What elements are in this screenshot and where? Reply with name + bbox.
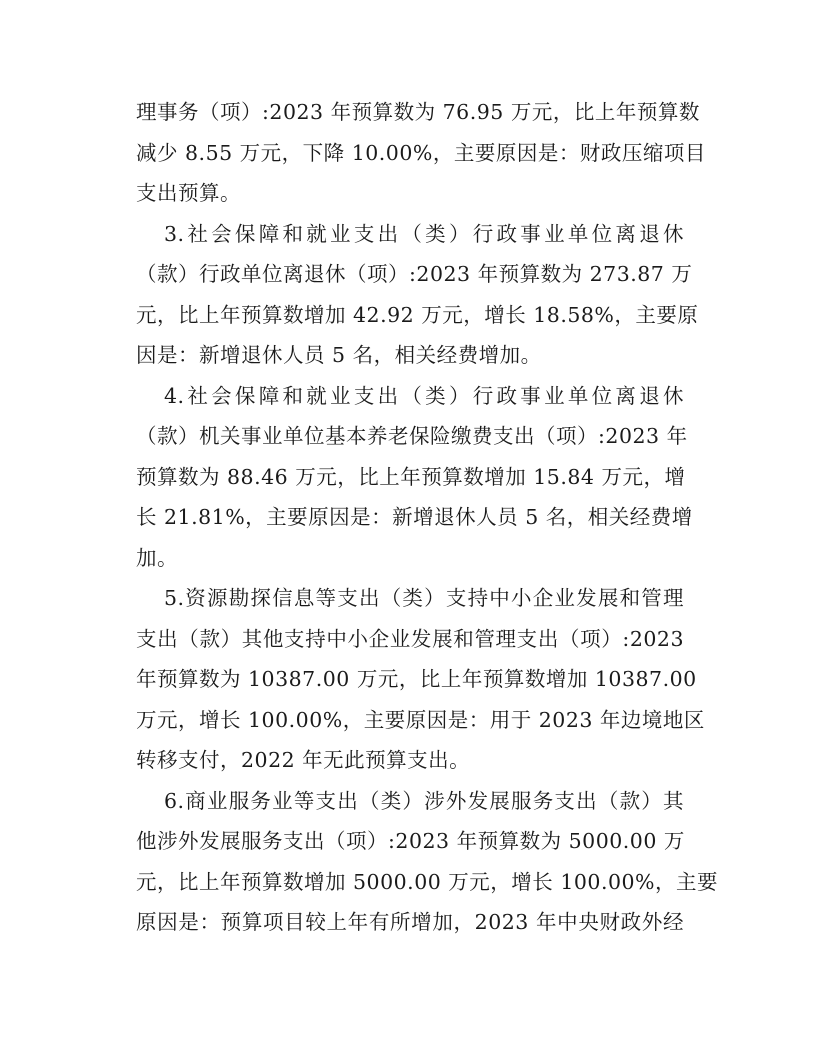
- text-line: （款）行政单位离退休（项）:2023 年预算数为 273.87 万: [136, 262, 693, 286]
- text-line: 理事务（项）:2023 年预算数为 76.95 万元，比上年预算数: [136, 100, 700, 124]
- text-line: 年预算数为 10387.00 万元，比上年预算数增加 10387.00: [136, 667, 697, 691]
- text-line: 长 21.81%，主要原因是：新增退休人员 5 名，相关经费增: [136, 505, 693, 529]
- text-line: 支出预算。: [136, 181, 241, 205]
- text-line: 5.资源勘探信息等支出（类）支持中小企业发展和管理: [164, 586, 684, 610]
- text-line: 他涉外发展服务支出（项）:2023 年预算数为 5000.00 万: [136, 829, 685, 853]
- text-line: 4.社会保障和就业支出（类）行政事业单位离退休: [164, 383, 684, 408]
- text-line: 元，比上年预算数增加 42.92 万元，增长 18.58%，主要原: [136, 302, 699, 327]
- text-line: 支出（款）其他支持中小企业发展和管理支出（项）:2023: [136, 626, 684, 651]
- paragraph-continuation: [136, 92, 706, 214]
- paragraph-item-5: [136, 578, 705, 781]
- text-line: 减少 8.55 万元，下降 10.00%，主要原因是：财政压缩项目: [136, 140, 706, 165]
- text-line: 预算数为 88.46 万元，比上年预算数增加 15.84 万元，增: [136, 464, 686, 489]
- text-line: 因是：新增退休人员 5 名，相关经费增加。: [136, 343, 542, 367]
- text-line: 转移支付，2022 年无此预算支出。: [136, 748, 471, 772]
- text-line: 6.商业服务业等支出（类）涉外发展服务支出（款）其: [164, 788, 684, 813]
- document-page: [136, 92, 719, 943]
- text-line: 元，比上年预算数增加 5000.00 万元，增长 100.00%，主要: [136, 869, 719, 894]
- paragraph-item-3: [136, 214, 699, 376]
- paragraph-item-4: [136, 376, 693, 579]
- text-line: 原因是：预算项目较上年有所增加，2023 年中央财政外经: [136, 910, 684, 934]
- text-line: 加。: [136, 545, 178, 570]
- paragraph-item-6: [136, 781, 719, 943]
- text-line: 万元，增长 100.00%，主要原因是：用于 2023 年边境地区: [136, 707, 705, 732]
- text-line: （款）机关事业单位基本养老保险缴费支出（项）:2023 年: [136, 424, 688, 448]
- text-line: 3.社会保障和就业支出（类）行政事业单位离退休: [164, 221, 684, 246]
